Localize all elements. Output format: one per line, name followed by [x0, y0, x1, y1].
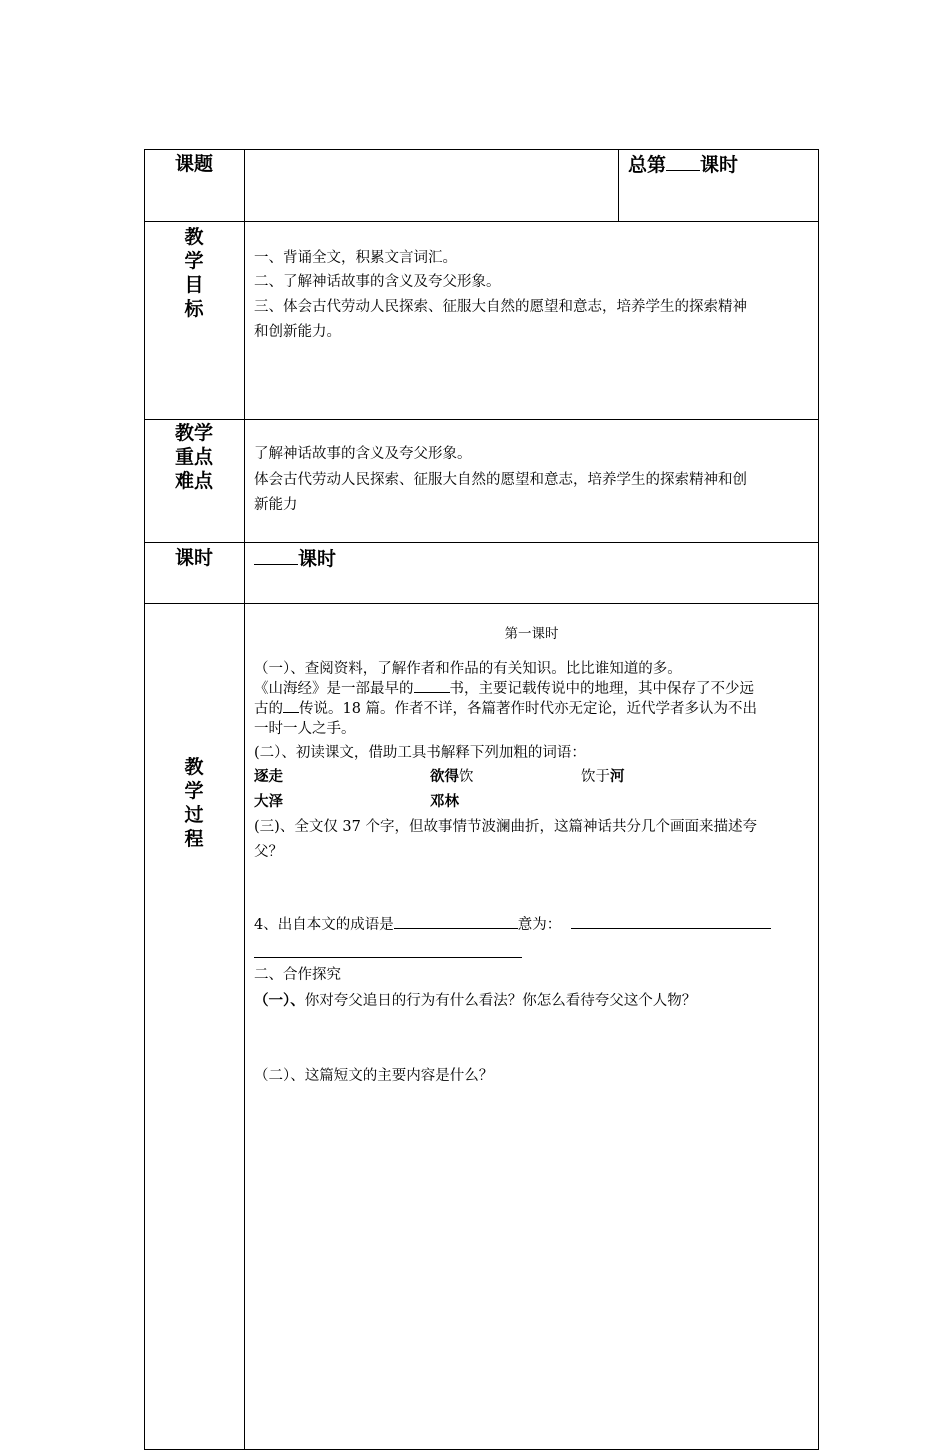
section4-b: 意为： — [517, 917, 562, 933]
idiom-blank[interactable] — [394, 914, 518, 929]
question-1-text: 你对夸父追日的行为有什么看法？你怎么看待夸父这个人物？ — [304, 993, 697, 1009]
objective-item: 二、了解神话故事的含义及夸父形象。 — [254, 274, 501, 290]
key-point-line: 体会古代劳动人民探索、征服大自然的愿望和意志，培养学生的探索精神和创 — [254, 472, 747, 488]
objective-item: 一、背诵全文，积累文言词汇。 — [254, 250, 457, 266]
legend-type-blank[interactable] — [283, 699, 299, 713]
question-1 — [254, 989, 696, 1013]
vocab-word: 逐走 — [254, 769, 283, 785]
section1-line2-b: 传说。18 篇。作者不详，各篇著作时代亦无定论，近代学者多认为不出 — [299, 701, 758, 717]
row-divider-1 — [144, 221, 819, 222]
section1-line2-a: 古的 — [254, 701, 283, 717]
periods-value — [254, 546, 336, 571]
vocab-plain: 饮于 — [581, 769, 610, 785]
total-blank[interactable] — [666, 152, 700, 171]
process-label-char: 程 — [184, 828, 204, 850]
objectives-label-char: 学 — [184, 250, 204, 272]
meaning-blank-continued[interactable] — [254, 957, 522, 958]
vocab-bold: 欲得 — [430, 769, 459, 785]
vocab-word: 大泽 — [254, 794, 283, 810]
table-border-top — [144, 149, 819, 150]
periods-label: 课时 — [174, 547, 213, 569]
key-points-label — [144, 421, 244, 493]
section1-line1-a: 《山海经》是一部最早的 — [254, 681, 414, 697]
process-label-char: 教 — [184, 756, 204, 778]
table-border-right — [818, 149, 819, 1450]
process-label-char: 学 — [184, 780, 204, 802]
objective-item: 和创新能力。 — [254, 324, 341, 340]
objectives-label-char: 目 — [184, 274, 204, 296]
key-points-label-line: 教学 — [174, 422, 213, 444]
lesson-plan-table — [144, 149, 819, 1450]
meaning-blank[interactable] — [571, 914, 771, 929]
question-1-number: （一）、 — [254, 993, 305, 1009]
section1-line — [254, 679, 754, 699]
key-points-label-line: 难点 — [174, 470, 213, 492]
section4-line — [254, 913, 771, 937]
vocab-word: 邓林 — [430, 794, 459, 810]
label-column-divider — [244, 149, 245, 1450]
book-type-blank[interactable] — [414, 679, 450, 693]
objective-item: 三、体会古代劳动人民探索、征服大自然的愿望和意志，培养学生的探索精神 — [254, 299, 747, 315]
row-divider-4 — [144, 603, 819, 604]
total-period-label — [628, 152, 738, 177]
key-point-line: 新能力 — [254, 497, 298, 513]
section1-heading: （一）、查阅资料，了解作者和作品的有关知识。比比谁知道的多。 — [254, 661, 682, 677]
process-label-char: 过 — [184, 804, 204, 826]
total-prefix: 总第 — [628, 154, 667, 176]
key-points-label-line: 重点 — [174, 446, 213, 468]
row-divider-3 — [144, 542, 819, 543]
section1-line — [254, 699, 757, 719]
part2-heading: 二、合作探究 — [254, 967, 341, 983]
total-column-divider — [618, 149, 619, 221]
objectives-label-char: 教 — [184, 226, 204, 248]
periods-blank[interactable] — [254, 546, 298, 565]
topic-label: 课题 — [174, 153, 213, 175]
section1-line: 一时一人之手。 — [254, 721, 356, 737]
vocab-bold: 河 — [610, 769, 625, 785]
section1-line1-b: 书，主要记载传说中的地理，其中保存了不少远 — [449, 681, 754, 697]
objectives-label — [144, 225, 244, 321]
row-divider-2 — [144, 419, 819, 420]
section3-line: (三)、全文仅 37 个字，但故事情节波澜曲折，这篇神话共分几个画面来描述夸 — [254, 819, 757, 835]
lesson-title: 第一课时 — [504, 626, 559, 642]
vocab-word — [581, 765, 625, 789]
total-suffix: 课时 — [700, 154, 739, 176]
section3-line: 父？ — [254, 844, 283, 860]
vocab-word — [430, 765, 474, 789]
vocab-plain: 饮 — [459, 769, 474, 785]
objectives-label-char: 标 — [184, 298, 204, 320]
section2-heading: (二）、初读课文，借助工具书解释下列加粗的词语： — [254, 745, 586, 761]
periods-suffix: 课时 — [298, 548, 337, 570]
key-point-line: 了解神话故事的含义及夸父形象。 — [254, 446, 472, 462]
process-label — [144, 755, 244, 851]
question-2: （二）、这篇短文的主要内容是什么？ — [254, 1068, 494, 1084]
section4-a: 4、出自本文的成语是 — [254, 917, 394, 933]
